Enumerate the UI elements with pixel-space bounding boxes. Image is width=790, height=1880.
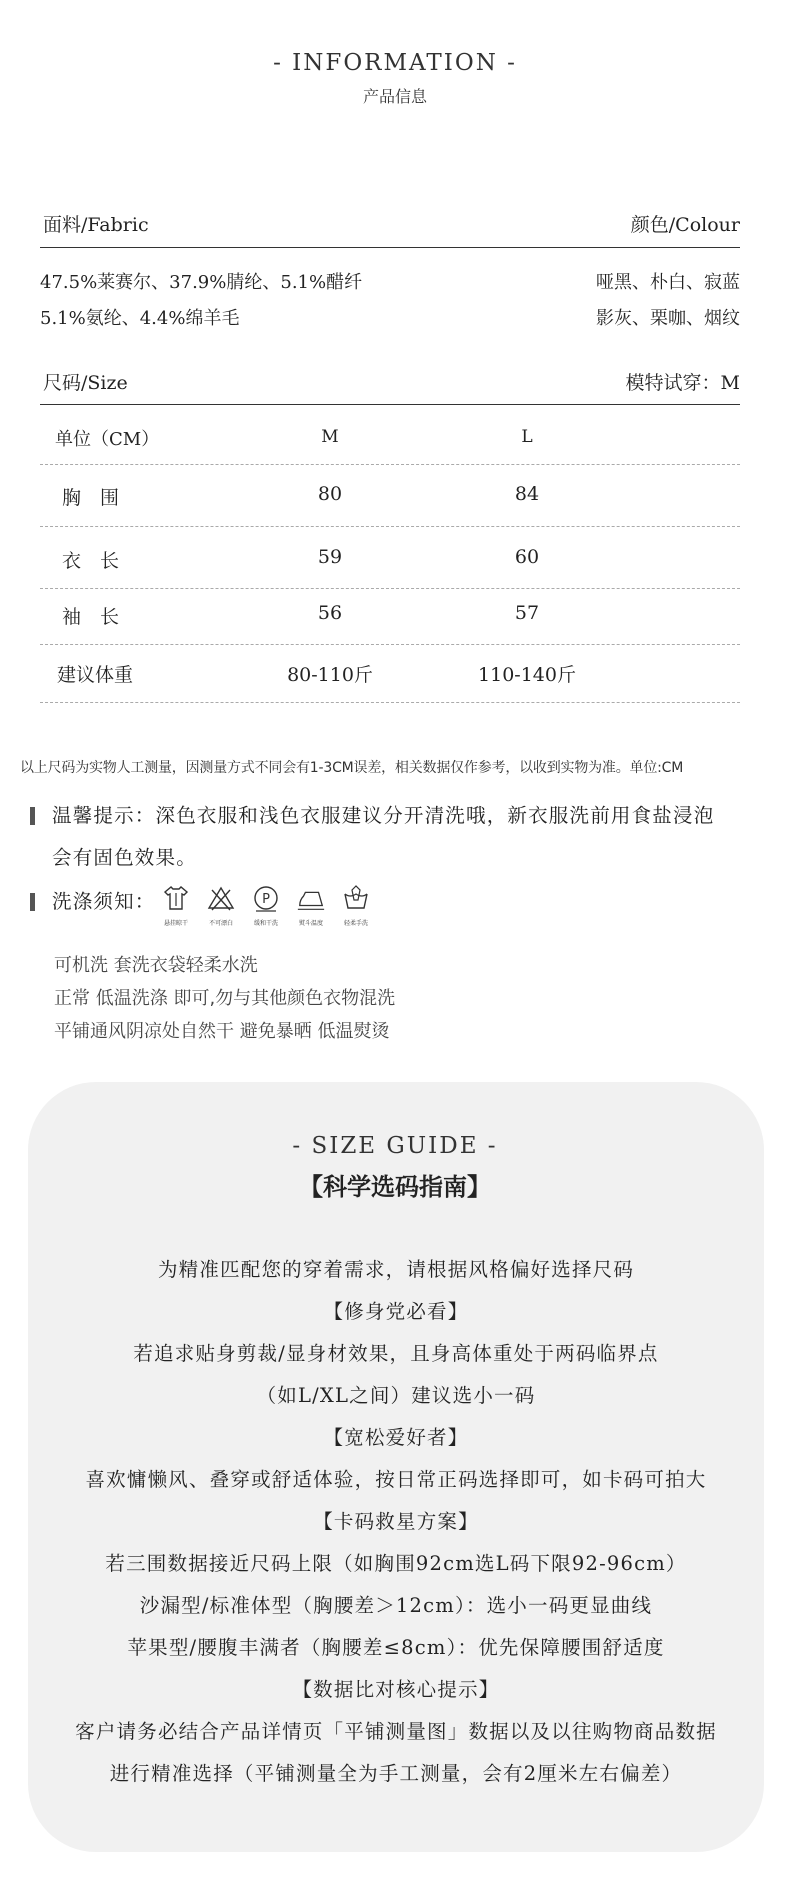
- care-label: 缓和干洗: [253, 920, 278, 927]
- wash-bar: [30, 893, 35, 911]
- size-table: [0, 420, 790, 710]
- table-header-unit: 单位（CM）: [55, 429, 160, 450]
- guide-heading: 【数据比对核心提示】: [292, 1678, 500, 1701]
- row-value-l: 57: [514, 602, 540, 624]
- row-value-l: 60: [514, 546, 540, 568]
- fabric-line-1: 47.5%莱赛尔、37.9%腈纶、5.1%醋纤: [40, 272, 363, 293]
- table-row: [0, 464, 790, 526]
- guide-line: 客户请务必结合产品详情页「平铺测量图」数据以及以往购物商品数据: [75, 1720, 717, 1743]
- info-title: - INFORMATION -: [273, 50, 517, 76]
- guide-heading: 【宽松爱好者】: [323, 1426, 469, 1449]
- no-bleach-icon: [206, 883, 236, 913]
- iron-icon: [296, 883, 326, 913]
- care-label: 轻柔手洗: [343, 920, 368, 927]
- colour-line-2: 影灰、栗咖、烟纹: [596, 308, 740, 329]
- colour-line-1: 哑黑、朴白、寂蓝: [596, 272, 740, 293]
- wash-line-3: 平铺通风阴凉处自然干 避免暴晒 低温熨烫: [54, 1021, 390, 1042]
- guide-heading: 【卡码救星方案】: [313, 1510, 479, 1533]
- size-label: 尺码/Size: [43, 372, 128, 394]
- care-label: 不可漂白: [208, 920, 233, 927]
- guide-line: 苹果型/腰腹丰满者（胸腰差≤8cm）：优先保障腰围舒适度: [127, 1636, 665, 1659]
- guide-line: 沙漏型/标准体型（胸腰差＞12cm）：选小一码更显曲线: [139, 1594, 653, 1617]
- size-guide-subtitle: 【科学选码指南】: [299, 1172, 491, 1201]
- row-value-m: 80: [317, 483, 343, 505]
- measurement-note: 以上尺码为实物人工测量，因测量方式不同会有1-3CM误差，相关数据仅作参考，以收到实物为准。单位:CM: [20, 760, 684, 776]
- wash-line-2: 正常 低温洗涤 即可,勿与其他颜色衣物混洗: [54, 988, 396, 1009]
- guide-line: 若追求贴身剪裁/显身材效果，且身高体重处于两码临界点: [133, 1342, 659, 1365]
- row-value-m: 80-110斤: [287, 664, 373, 686]
- row-label: 衣 长: [62, 550, 120, 572]
- size-guide-title: - SIZE GUIDE -: [292, 1133, 498, 1159]
- row-label: 袖 长: [62, 606, 120, 628]
- row-label: 建议体重: [57, 664, 134, 686]
- divider: [40, 247, 740, 248]
- guide-line: 为精准匹配您的穿着需求，请根据风格偏好选择尺码: [157, 1258, 635, 1281]
- guide-line: 喜欢慵懒风、叠穿或舒适体验，按日常正码选择即可，如卡码可拍大: [85, 1468, 707, 1491]
- table-row: [0, 588, 790, 644]
- warm-tip-line-2: 会有固色效果。: [52, 846, 197, 869]
- row-value-l: 84: [514, 483, 540, 505]
- row-value-m: 59: [317, 546, 343, 568]
- care-label: 熨斗温度: [298, 920, 323, 927]
- row-value-m: 56: [317, 602, 343, 624]
- table-row: [0, 526, 790, 588]
- guide-line: 若三围数据接近尺码上限（如胸围92cm选L码下限92-96cm）: [105, 1552, 687, 1575]
- care-icons: [157, 883, 377, 933]
- row-label: 胸 围: [62, 487, 120, 509]
- hang-dry-icon: [161, 883, 191, 913]
- guide-line: （如L/XL之间）建议选小一码: [256, 1384, 536, 1407]
- dashed-divider: [40, 702, 740, 703]
- table-header-m: M: [321, 427, 339, 447]
- guide-line: 进行精准选择（平铺测量全为手工测量，会有2厘米左右偏差）: [109, 1762, 683, 1785]
- model-size: 模特试穿：M: [625, 372, 740, 394]
- divider: [40, 404, 740, 405]
- wash-label: 洗涤须知：: [52, 890, 156, 913]
- table-header-l: L: [521, 427, 533, 447]
- svg-text:P: P: [262, 892, 270, 907]
- tip-bar: [30, 807, 35, 825]
- table-row: [0, 644, 790, 702]
- row-value-l: 110-140斤: [478, 664, 576, 686]
- info-subtitle: 产品信息: [362, 87, 427, 106]
- care-label: 悬挂晾干: [163, 920, 188, 927]
- fabric-label: 面料/Fabric: [43, 214, 149, 236]
- guide-heading: 【修身党必看】: [323, 1300, 469, 1323]
- wash-line-1: 可机洗 套洗衣袋轻柔水洗: [54, 955, 258, 976]
- colour-label: 颜色/Colour: [630, 214, 740, 236]
- warm-tip-line-1: 温馨提示：深色衣服和浅色衣服建议分开清洗哦，新衣服洗前用食盐浸泡: [52, 804, 715, 827]
- fabric-line-2: 5.1%氨纶、4.4%绵羊毛: [40, 308, 240, 329]
- hand-wash-icon: [341, 883, 371, 913]
- dry-clean-icon: [251, 883, 281, 913]
